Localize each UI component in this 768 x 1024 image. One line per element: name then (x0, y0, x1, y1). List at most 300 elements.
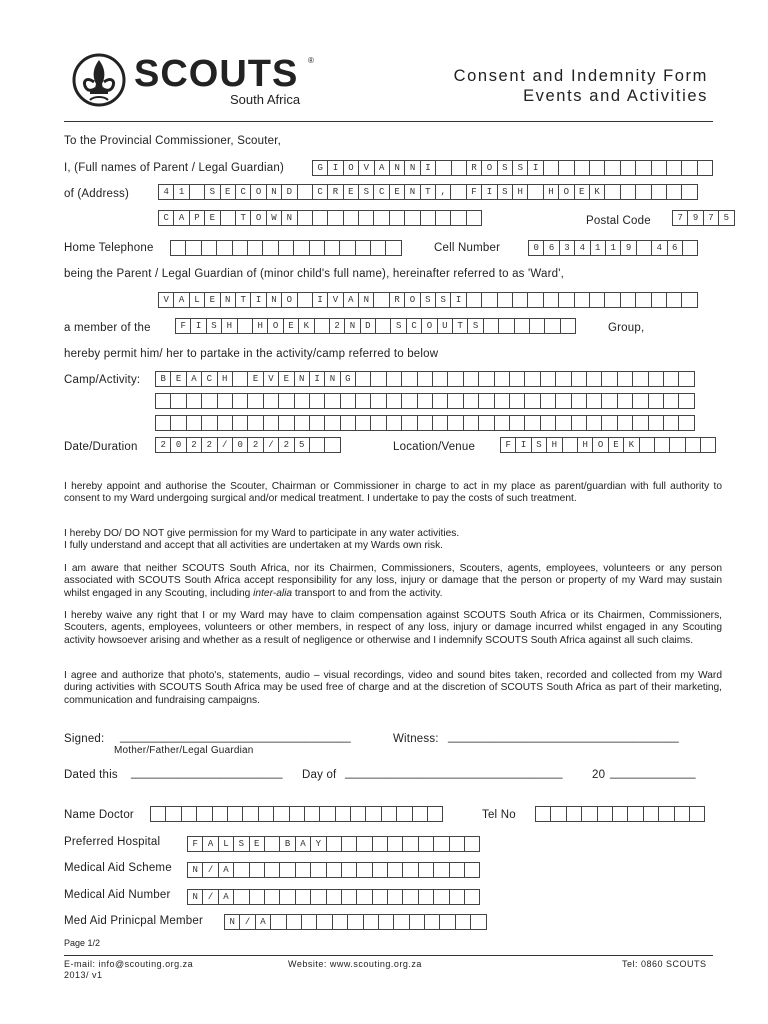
char-box[interactable] (409, 914, 425, 930)
char-box[interactable] (543, 160, 559, 176)
char-box[interactable] (232, 240, 248, 256)
char-box[interactable] (370, 415, 386, 431)
char-box[interactable] (355, 240, 371, 256)
char-box[interactable] (620, 160, 636, 176)
home-telephone-field[interactable] (170, 240, 402, 256)
char-box[interactable] (447, 393, 463, 409)
char-box[interactable]: C (406, 318, 422, 334)
char-box[interactable]: K (623, 437, 639, 453)
char-box[interactable]: 0 (232, 437, 248, 453)
char-box[interactable] (355, 393, 371, 409)
char-box[interactable] (309, 393, 325, 409)
char-box[interactable] (666, 160, 682, 176)
char-box[interactable] (372, 889, 388, 905)
char-box[interactable]: N (266, 292, 282, 308)
char-box[interactable] (316, 914, 332, 930)
char-box[interactable]: E (249, 836, 265, 852)
char-box[interactable] (264, 836, 280, 852)
char-box[interactable] (310, 889, 326, 905)
witness-line[interactable]: ___________________________________ (448, 731, 679, 743)
char-box[interactable] (700, 437, 716, 453)
char-box[interactable] (217, 415, 233, 431)
char-box[interactable]: B (155, 371, 171, 387)
char-box[interactable]: D (281, 184, 297, 200)
char-box[interactable]: O (267, 318, 283, 334)
char-box[interactable]: N (281, 210, 297, 226)
char-box[interactable]: F (175, 318, 191, 334)
char-box[interactable] (350, 806, 366, 822)
char-box[interactable] (339, 240, 355, 256)
char-box[interactable]: A (218, 889, 234, 905)
char-box[interactable] (264, 889, 280, 905)
char-box[interactable]: N (344, 318, 360, 334)
char-box[interactable] (449, 889, 465, 905)
char-box[interactable] (685, 437, 701, 453)
char-box[interactable]: 7 (703, 210, 719, 226)
char-box[interactable]: V (327, 292, 343, 308)
char-box[interactable]: H (221, 318, 237, 334)
char-box[interactable]: A (374, 160, 390, 176)
char-box[interactable] (165, 806, 181, 822)
char-box[interactable] (433, 862, 449, 878)
char-box[interactable]: D (360, 318, 376, 334)
char-box[interactable] (196, 806, 212, 822)
char-box[interactable]: G (312, 160, 328, 176)
char-box[interactable]: F (187, 836, 203, 852)
char-box[interactable]: S (497, 160, 513, 176)
char-box[interactable] (264, 862, 280, 878)
char-box[interactable]: O (343, 160, 359, 176)
char-box[interactable]: I (327, 160, 343, 176)
char-box[interactable] (586, 371, 602, 387)
char-box[interactable]: 5 (718, 210, 734, 226)
char-box[interactable]: 4 (574, 240, 590, 256)
char-box[interactable] (401, 393, 417, 409)
char-box[interactable]: T (452, 318, 468, 334)
cell-number-field[interactable] (528, 240, 698, 256)
char-box[interactable] (678, 371, 694, 387)
char-box[interactable]: N (294, 371, 310, 387)
char-box[interactable]: H (546, 437, 562, 453)
char-box[interactable] (401, 371, 417, 387)
char-box[interactable]: W (266, 210, 282, 226)
char-box[interactable] (632, 415, 648, 431)
char-box[interactable]: 4 (158, 184, 174, 200)
char-box[interactable] (401, 415, 417, 431)
char-box[interactable] (681, 160, 697, 176)
char-box[interactable] (301, 914, 317, 930)
char-box[interactable] (370, 393, 386, 409)
char-box[interactable]: I (190, 318, 206, 334)
char-box[interactable]: I (420, 160, 436, 176)
char-box[interactable] (289, 806, 305, 822)
char-box[interactable] (233, 889, 249, 905)
char-box[interactable] (326, 862, 342, 878)
char-box[interactable] (310, 862, 326, 878)
char-box[interactable]: 1 (590, 240, 606, 256)
char-box[interactable]: F (466, 184, 482, 200)
char-box[interactable] (386, 393, 402, 409)
char-box[interactable] (663, 393, 679, 409)
char-box[interactable] (402, 889, 418, 905)
char-box[interactable] (341, 862, 357, 878)
scout-group-field[interactable] (175, 318, 576, 334)
char-box[interactable]: 6 (667, 240, 683, 256)
char-box[interactable]: N (220, 292, 236, 308)
char-box[interactable] (651, 292, 667, 308)
char-box[interactable] (186, 415, 202, 431)
char-box[interactable] (481, 292, 497, 308)
char-box[interactable] (464, 889, 480, 905)
char-box[interactable]: T (235, 210, 251, 226)
char-box[interactable] (509, 415, 525, 431)
char-box[interactable] (341, 836, 357, 852)
camp-activity-field-3[interactable] (155, 415, 695, 431)
char-box[interactable] (678, 415, 694, 431)
char-box[interactable] (232, 393, 248, 409)
char-box[interactable] (651, 184, 667, 200)
char-box[interactable] (373, 210, 389, 226)
char-box[interactable] (297, 210, 313, 226)
char-box[interactable] (170, 393, 186, 409)
char-box[interactable] (524, 393, 540, 409)
char-box[interactable]: I (450, 292, 466, 308)
char-box[interactable]: L (218, 836, 234, 852)
char-box[interactable] (439, 914, 455, 930)
char-box[interactable] (558, 160, 574, 176)
char-box[interactable] (597, 806, 613, 822)
char-box[interactable] (212, 806, 228, 822)
char-box[interactable]: E (574, 184, 590, 200)
char-box[interactable] (386, 415, 402, 431)
char-box[interactable] (478, 393, 494, 409)
char-box[interactable] (324, 240, 340, 256)
char-box[interactable] (555, 415, 571, 431)
char-box[interactable]: E (389, 184, 405, 200)
char-box[interactable] (636, 240, 652, 256)
char-box[interactable] (340, 415, 356, 431)
char-box[interactable] (297, 292, 313, 308)
char-box[interactable]: N (266, 184, 282, 200)
char-box[interactable] (418, 862, 434, 878)
char-box[interactable]: , (435, 184, 451, 200)
char-box[interactable]: I (481, 184, 497, 200)
char-box[interactable] (386, 371, 402, 387)
char-box[interactable]: S (467, 318, 483, 334)
char-box[interactable] (566, 806, 582, 822)
char-box[interactable]: S (204, 184, 220, 200)
char-box[interactable]: S (497, 184, 513, 200)
char-box[interactable] (478, 415, 494, 431)
char-box[interactable] (314, 318, 330, 334)
char-box[interactable] (620, 292, 636, 308)
char-box[interactable] (447, 371, 463, 387)
day-of-line[interactable]: _________________________________ (345, 767, 563, 779)
char-box[interactable]: S (512, 160, 528, 176)
char-box[interactable] (432, 371, 448, 387)
char-box[interactable] (393, 914, 409, 930)
char-box[interactable]: R (389, 292, 405, 308)
char-box[interactable] (326, 889, 342, 905)
char-box[interactable]: E (247, 371, 263, 387)
char-box[interactable] (185, 240, 201, 256)
char-box[interactable] (233, 862, 249, 878)
char-box[interactable]: P (189, 210, 205, 226)
year-line[interactable]: _____________ (610, 767, 696, 779)
char-box[interactable]: O (592, 437, 608, 453)
char-box[interactable] (560, 318, 576, 334)
char-box[interactable] (432, 393, 448, 409)
char-box[interactable] (663, 371, 679, 387)
char-box[interactable]: N (389, 160, 405, 176)
char-box[interactable] (270, 914, 286, 930)
char-box[interactable] (589, 292, 605, 308)
char-box[interactable]: A (173, 210, 189, 226)
char-box[interactable] (666, 292, 682, 308)
char-box[interactable] (312, 210, 328, 226)
char-box[interactable]: 9 (620, 240, 636, 256)
char-box[interactable] (571, 371, 587, 387)
char-box[interactable] (365, 806, 381, 822)
char-box[interactable]: E (204, 210, 220, 226)
char-box[interactable] (420, 210, 436, 226)
char-box[interactable] (494, 371, 510, 387)
char-box[interactable] (201, 240, 217, 256)
medical-aid-number-field[interactable] (187, 889, 480, 905)
char-box[interactable] (363, 914, 379, 930)
date-duration-field[interactable] (155, 437, 341, 453)
char-box[interactable] (258, 806, 274, 822)
char-box[interactable] (604, 184, 620, 200)
char-box[interactable]: S (435, 292, 451, 308)
char-box[interactable] (543, 292, 559, 308)
char-box[interactable]: O (558, 184, 574, 200)
preferred-hospital-field[interactable] (187, 836, 480, 852)
char-box[interactable] (574, 292, 590, 308)
char-box[interactable] (463, 371, 479, 387)
char-box[interactable]: V (263, 371, 279, 387)
char-box[interactable]: 2 (247, 437, 263, 453)
char-box[interactable] (449, 862, 465, 878)
char-box[interactable] (648, 415, 664, 431)
char-box[interactable] (295, 862, 311, 878)
char-box[interactable]: A (186, 371, 202, 387)
char-box[interactable] (509, 371, 525, 387)
char-box[interactable] (455, 914, 471, 930)
char-box[interactable]: C (235, 184, 251, 200)
char-box[interactable] (402, 862, 418, 878)
char-box[interactable] (247, 415, 263, 431)
char-box[interactable] (466, 210, 482, 226)
char-box[interactable] (555, 393, 571, 409)
char-box[interactable]: O (404, 292, 420, 308)
char-box[interactable] (155, 393, 171, 409)
char-box[interactable]: / (239, 914, 255, 930)
camp-activity-field-2[interactable] (155, 393, 695, 409)
char-box[interactable] (232, 415, 248, 431)
char-box[interactable] (262, 240, 278, 256)
char-box[interactable] (309, 240, 325, 256)
char-box[interactable]: G (340, 371, 356, 387)
char-box[interactable] (372, 836, 388, 852)
char-box[interactable] (293, 240, 309, 256)
char-box[interactable] (286, 914, 302, 930)
char-box[interactable] (635, 292, 651, 308)
char-box[interactable] (294, 393, 310, 409)
char-box[interactable] (586, 393, 602, 409)
char-box[interactable]: I (312, 292, 328, 308)
char-box[interactable]: I (309, 371, 325, 387)
char-box[interactable] (389, 210, 405, 226)
char-box[interactable]: A (202, 836, 218, 852)
char-box[interactable] (682, 240, 698, 256)
char-box[interactable]: A (255, 914, 271, 930)
char-box[interactable]: 0 (170, 437, 186, 453)
char-box[interactable] (612, 806, 628, 822)
char-box[interactable] (150, 806, 166, 822)
char-box[interactable] (249, 862, 265, 878)
char-box[interactable]: R (466, 160, 482, 176)
char-box[interactable] (494, 415, 510, 431)
char-box[interactable] (635, 184, 651, 200)
char-box[interactable] (263, 393, 279, 409)
postal-code-field[interactable] (672, 210, 735, 226)
char-box[interactable] (370, 371, 386, 387)
char-box[interactable]: T (420, 184, 436, 200)
char-box[interactable]: 0 (528, 240, 544, 256)
char-box[interactable]: S (206, 318, 222, 334)
char-box[interactable] (417, 393, 433, 409)
char-box[interactable] (201, 415, 217, 431)
char-box[interactable]: C (158, 210, 174, 226)
char-box[interactable] (217, 393, 233, 409)
char-box[interactable]: R (327, 184, 343, 200)
char-box[interactable] (544, 318, 560, 334)
char-box[interactable] (373, 292, 389, 308)
dated-line[interactable]: _______________________ (131, 767, 283, 779)
char-box[interactable] (417, 415, 433, 431)
char-box[interactable]: 6 (543, 240, 559, 256)
location-venue-field[interactable] (500, 437, 716, 453)
char-box[interactable] (170, 240, 186, 256)
char-box[interactable] (326, 836, 342, 852)
char-box[interactable] (527, 184, 543, 200)
char-box[interactable] (651, 160, 667, 176)
char-box[interactable] (279, 889, 295, 905)
char-box[interactable] (524, 371, 540, 387)
char-box[interactable] (324, 437, 340, 453)
address-line-2-field[interactable] (158, 210, 482, 226)
char-box[interactable] (424, 914, 440, 930)
char-box[interactable] (648, 371, 664, 387)
principal-member-field[interactable] (224, 914, 487, 930)
char-box[interactable] (604, 160, 620, 176)
char-box[interactable] (278, 393, 294, 409)
char-box[interactable]: A (343, 292, 359, 308)
char-box[interactable] (249, 889, 265, 905)
char-box[interactable] (216, 240, 232, 256)
char-box[interactable]: S (390, 318, 406, 334)
char-box[interactable] (497, 292, 513, 308)
char-box[interactable]: O (281, 292, 297, 308)
char-box[interactable] (396, 806, 412, 822)
char-box[interactable] (355, 415, 371, 431)
camp-activity-field-1[interactable] (155, 371, 695, 387)
char-box[interactable] (387, 836, 403, 852)
char-box[interactable] (681, 184, 697, 200)
char-box[interactable] (689, 806, 705, 822)
char-box[interactable]: S (420, 292, 436, 308)
char-box[interactable] (571, 393, 587, 409)
char-box[interactable] (387, 889, 403, 905)
char-box[interactable]: 7 (672, 210, 688, 226)
char-box[interactable] (227, 806, 243, 822)
char-box[interactable] (639, 437, 655, 453)
char-box[interactable]: N (187, 889, 203, 905)
char-box[interactable]: 9 (687, 210, 703, 226)
char-box[interactable] (355, 371, 371, 387)
char-box[interactable]: E (220, 184, 236, 200)
char-box[interactable] (586, 415, 602, 431)
char-box[interactable] (527, 292, 543, 308)
char-box[interactable]: S (531, 437, 547, 453)
char-box[interactable] (343, 210, 359, 226)
char-box[interactable] (601, 415, 617, 431)
char-box[interactable] (232, 371, 248, 387)
medical-aid-scheme-field[interactable] (187, 862, 480, 878)
char-box[interactable] (447, 415, 463, 431)
char-box[interactable] (466, 292, 482, 308)
char-box[interactable] (297, 184, 313, 200)
char-box[interactable] (418, 836, 434, 852)
char-box[interactable]: O (481, 160, 497, 176)
char-box[interactable] (589, 160, 605, 176)
char-box[interactable] (181, 806, 197, 822)
char-box[interactable]: 2 (186, 437, 202, 453)
char-box[interactable]: N (404, 184, 420, 200)
char-box[interactable] (450, 184, 466, 200)
char-box[interactable]: I (250, 292, 266, 308)
char-box[interactable] (220, 210, 236, 226)
char-box[interactable]: S (358, 184, 374, 200)
char-box[interactable]: H (252, 318, 268, 334)
char-box[interactable] (555, 371, 571, 387)
char-box[interactable] (186, 393, 202, 409)
char-box[interactable] (189, 184, 205, 200)
char-box[interactable] (498, 318, 514, 334)
char-box[interactable] (617, 415, 633, 431)
char-box[interactable] (375, 318, 391, 334)
char-box[interactable] (247, 240, 263, 256)
char-box[interactable]: N (187, 862, 203, 878)
char-box[interactable] (324, 415, 340, 431)
char-box[interactable] (201, 393, 217, 409)
address-line-1-field[interactable] (158, 184, 698, 200)
char-box[interactable]: C (373, 184, 389, 200)
char-box[interactable] (574, 160, 590, 176)
char-box[interactable]: L (189, 292, 205, 308)
char-box[interactable]: H (577, 437, 593, 453)
char-box[interactable] (601, 371, 617, 387)
char-box[interactable]: F (500, 437, 516, 453)
char-box[interactable]: A (295, 836, 311, 852)
char-box[interactable] (247, 393, 263, 409)
char-box[interactable] (319, 806, 335, 822)
char-box[interactable]: B (279, 836, 295, 852)
char-box[interactable] (604, 292, 620, 308)
char-box[interactable] (627, 806, 643, 822)
char-box[interactable] (571, 415, 587, 431)
